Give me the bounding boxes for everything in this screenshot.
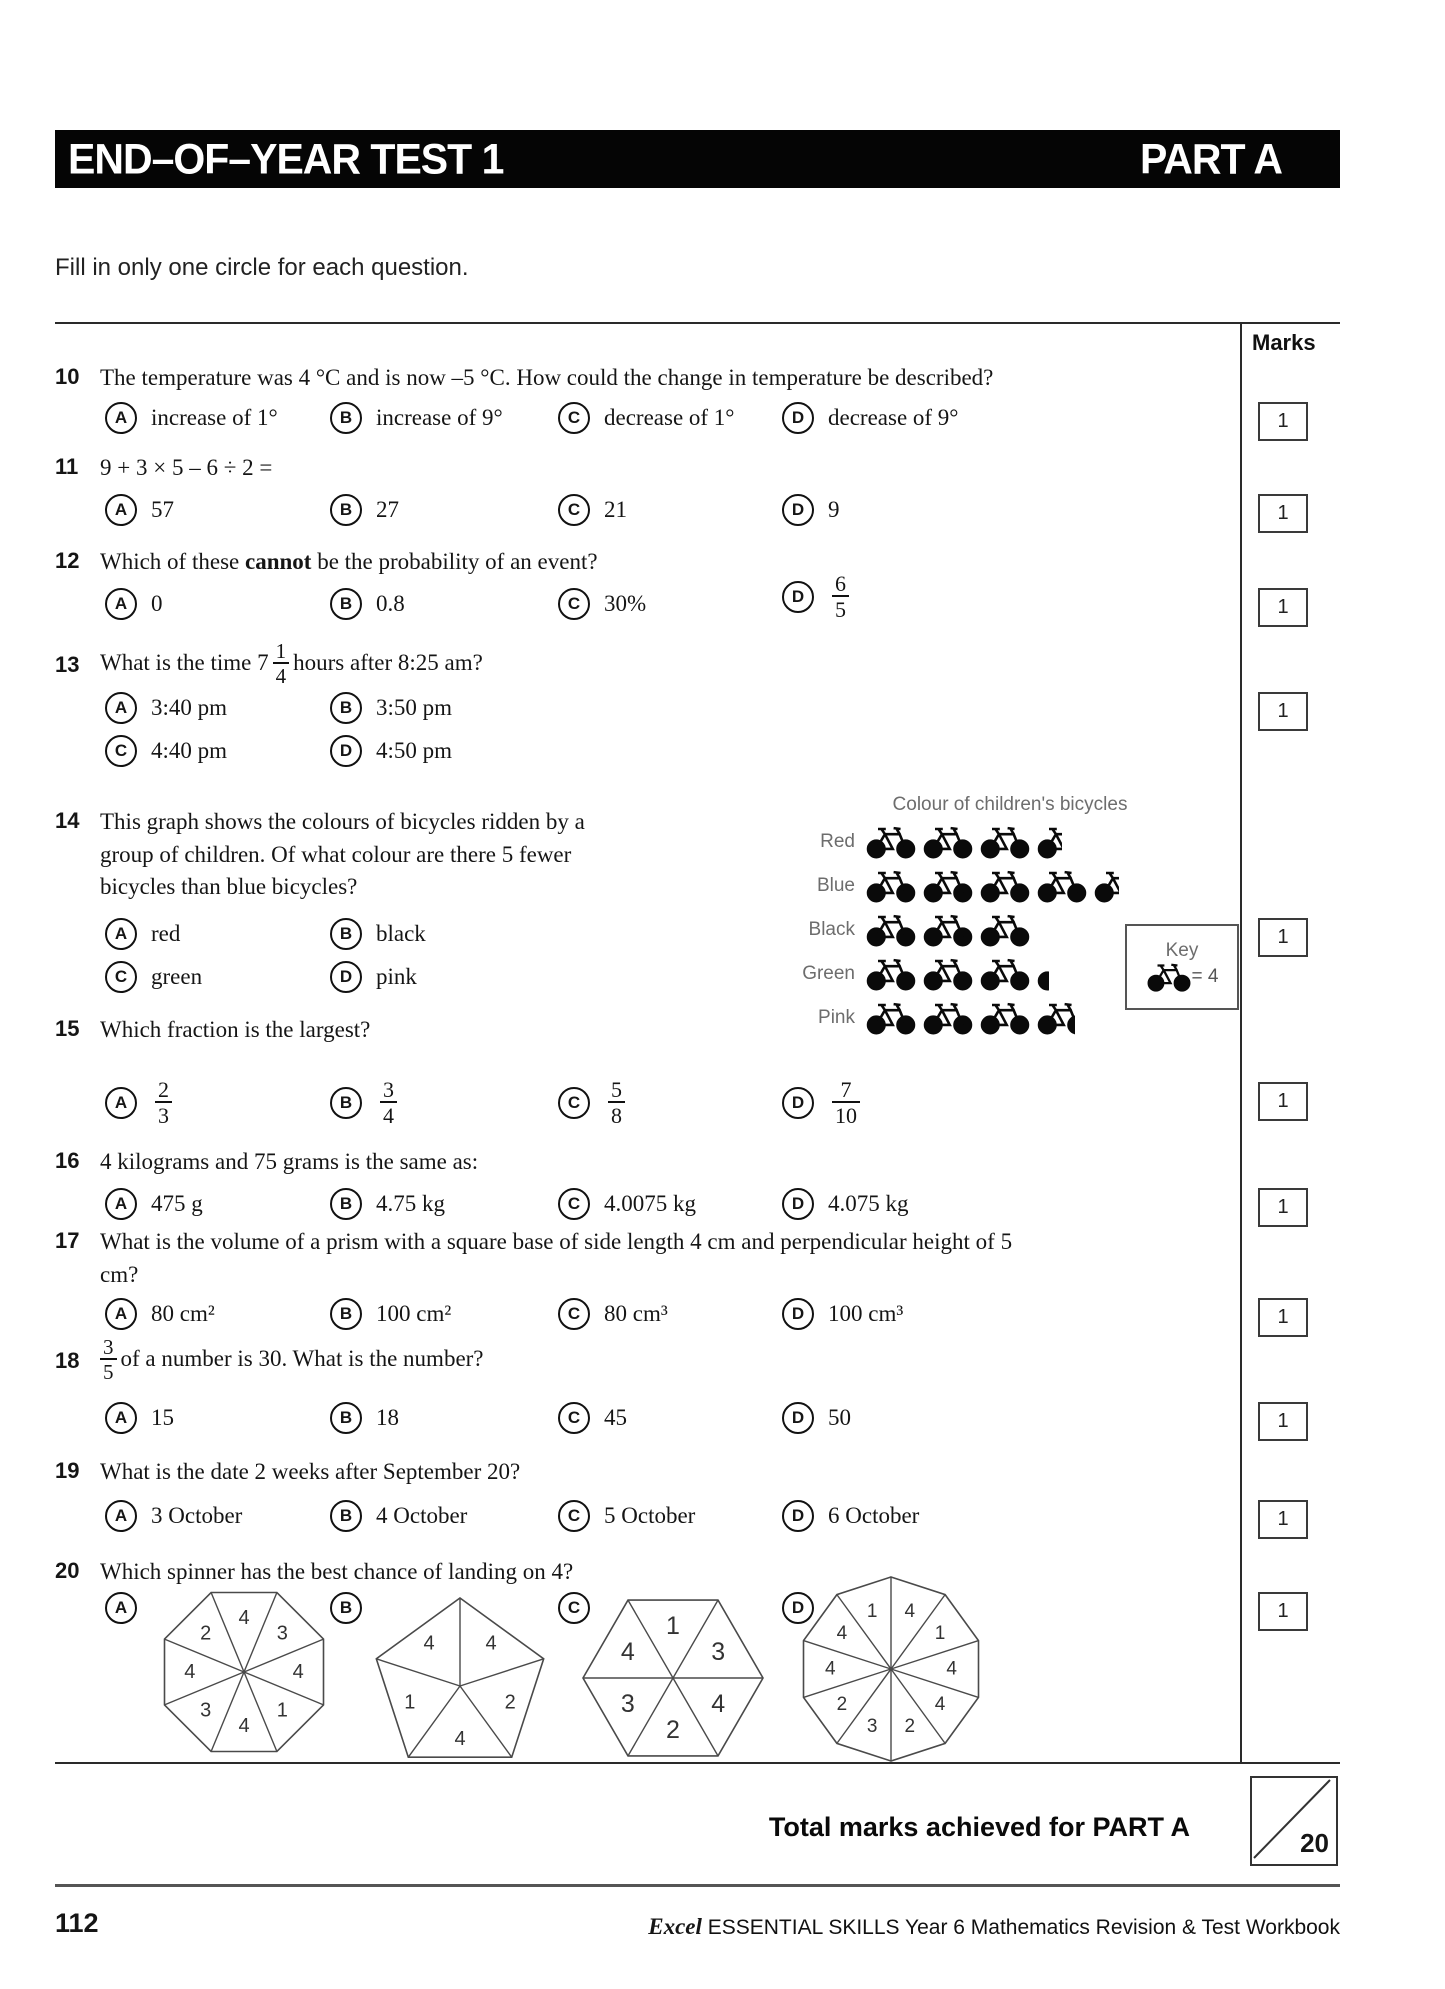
question-number: 12 xyxy=(55,548,80,573)
option-text: 100 cm² xyxy=(376,1301,452,1326)
q15-option-d[interactable] xyxy=(782,1078,864,1127)
question-16 xyxy=(55,1146,1215,1179)
option-circle-b[interactable]: B xyxy=(330,494,362,526)
fraction: $\frac{5}{8}$ xyxy=(608,1078,625,1127)
question-text: Which fraction is the largest? xyxy=(100,1017,371,1042)
option-text: 21 xyxy=(604,497,627,522)
option-text: 4:50 pm xyxy=(376,738,453,763)
fraction: $\frac{3}{5}$ xyxy=(100,1336,117,1383)
option-circle-d[interactable]: D xyxy=(782,1298,814,1330)
row-label: Green xyxy=(802,963,855,984)
marks-box-q20[interactable]: 1 xyxy=(1258,1592,1308,1631)
q19-option-a[interactable] xyxy=(105,1500,242,1532)
option-circle-d[interactable]: D xyxy=(330,961,362,993)
question-number: 13 xyxy=(55,651,80,677)
option-circle-b[interactable]: B xyxy=(330,1500,362,1532)
option-text: 100 cm³ xyxy=(828,1301,904,1326)
q16-option-d[interactable] xyxy=(782,1188,909,1220)
spinner-hexagon xyxy=(580,1598,766,1763)
total-divider xyxy=(55,1762,1340,1764)
svg-text:2: 2 xyxy=(504,1691,516,1714)
question-text: Which of these cannot be the probability of an event? xyxy=(100,549,598,574)
svg-text:2: 2 xyxy=(836,1694,848,1716)
fraction: $\frac{2}{3}$ xyxy=(155,1078,172,1127)
pictograph-key xyxy=(1125,924,1239,1010)
q18-option-a[interactable] xyxy=(105,1402,174,1434)
option-circle-a[interactable]: A xyxy=(105,494,137,526)
option-text: decrease of 9° xyxy=(828,405,959,430)
question-text: $\frac{3}{5}$ of a number is 30. What is the number? xyxy=(100,1336,484,1383)
question-number: 10 xyxy=(55,364,80,389)
option-circle-b[interactable]: B xyxy=(330,918,362,950)
svg-text:2: 2 xyxy=(200,1622,212,1645)
marks-box-q14[interactable]: 1 xyxy=(1258,918,1308,957)
bicycle-icons xyxy=(865,1000,1080,1036)
option-circle-b[interactable]: B xyxy=(330,1188,362,1220)
question-text: What is the volume of a prism with a square base of side length 4 cm and perpendicular height of 5 cm? xyxy=(100,1229,1013,1287)
option-circle-a[interactable]: A xyxy=(105,918,137,950)
q15-option-a[interactable] xyxy=(105,1078,176,1127)
option-circle-b[interactable]: B xyxy=(330,588,362,620)
pictograph-row-green xyxy=(740,954,1054,994)
option-circle-d[interactable]: D xyxy=(782,494,814,526)
option-text: black xyxy=(376,921,426,946)
marks-box-q16[interactable]: 1 xyxy=(1258,1188,1308,1227)
option-circle-c[interactable]: C xyxy=(558,1298,590,1330)
option-circle-b[interactable]: B xyxy=(330,1087,362,1119)
option-text: 9 xyxy=(828,497,840,522)
total-marks-box[interactable] xyxy=(1250,1776,1338,1866)
q18-option-b[interactable] xyxy=(330,1402,399,1434)
q13-option-a[interactable] xyxy=(105,692,227,724)
svg-text:4: 4 xyxy=(238,1715,250,1738)
svg-text:2: 2 xyxy=(666,1716,680,1745)
option-text: 3:40 pm xyxy=(151,695,228,720)
question-number: 16 xyxy=(55,1148,80,1173)
question-text: 4 kilograms and 75 grams is the same as: xyxy=(100,1149,479,1174)
q12-option-c[interactable] xyxy=(558,588,646,620)
bicycle-icons xyxy=(865,912,1036,948)
total-marks-label: Total marks achieved for PART A xyxy=(768,1812,1190,1842)
question-18 xyxy=(55,1336,1215,1383)
svg-text:4: 4 xyxy=(184,1661,196,1683)
option-text: increase of 1° xyxy=(151,405,278,430)
bicycle-icons xyxy=(865,868,1124,904)
option-text: 80 cm² xyxy=(151,1301,215,1326)
option-text: 4.75 kg xyxy=(376,1191,445,1216)
q18-option-d[interactable] xyxy=(782,1402,851,1434)
marks-box-q11[interactable]: 1 xyxy=(1258,494,1308,533)
option-text: 475 g xyxy=(151,1191,203,1216)
part-label: PART A xyxy=(1139,134,1282,183)
q15-option-c[interactable] xyxy=(558,1078,629,1127)
q19-option-b[interactable] xyxy=(330,1500,467,1532)
q17-option-d[interactable] xyxy=(782,1298,903,1330)
q13-option-b[interactable] xyxy=(330,692,452,724)
total-marks-value: 20 xyxy=(1300,1828,1329,1858)
row-label: Pink xyxy=(818,1007,855,1028)
svg-text:2: 2 xyxy=(904,1716,916,1738)
question-10 xyxy=(55,362,1215,395)
question-13 xyxy=(55,640,1215,687)
svg-text:1: 1 xyxy=(934,1622,946,1644)
question-text: The temperature was 4 °C and is now –5 °C. How could the change in temperature be described? xyxy=(100,365,994,390)
option-circle-c[interactable]: C xyxy=(558,1087,590,1119)
marks-box-q13[interactable]: 1 xyxy=(1258,692,1308,731)
question-11 xyxy=(55,452,1215,485)
q10-option-c[interactable] xyxy=(558,402,735,434)
q11-option-c[interactable] xyxy=(558,494,627,526)
question-text: What is the date 2 weeks after September 20? xyxy=(100,1459,521,1484)
option-text: pink xyxy=(376,964,417,989)
question-14 xyxy=(55,806,655,904)
row-label: Black xyxy=(808,919,855,940)
option-circle-b[interactable]: B xyxy=(330,692,362,724)
footer-text xyxy=(600,1914,1340,1940)
question-text: What is the time 7 $\frac{1}{4}$ hours after 8:25 am? xyxy=(100,639,483,689)
option-circle-d[interactable]: D xyxy=(782,581,814,613)
option-circle-d[interactable]: D xyxy=(782,1592,814,1624)
svg-text:3: 3 xyxy=(620,1690,635,1719)
key-label: Key xyxy=(1165,939,1199,961)
question-number: 17 xyxy=(55,1228,80,1253)
q17-option-a[interactable] xyxy=(105,1298,215,1330)
marks-box-q15[interactable]: 1 xyxy=(1258,1082,1308,1121)
bicycle-icons xyxy=(865,956,1054,992)
fraction: $\frac{7}{10}$ xyxy=(832,1078,860,1127)
option-text: 4 October xyxy=(376,1503,468,1528)
option-circle-d[interactable]: D xyxy=(782,402,814,434)
svg-text:4: 4 xyxy=(292,1661,304,1683)
q10-option-a[interactable] xyxy=(105,402,278,434)
option-circle-a[interactable]: A xyxy=(105,692,137,724)
q10-option-d[interactable] xyxy=(782,402,959,434)
option-circle-c[interactable]: C xyxy=(105,735,137,767)
option-circle-d[interactable]: D xyxy=(782,1402,814,1434)
key-value: = 4 xyxy=(1191,966,1219,988)
q14-option-a[interactable] xyxy=(105,918,180,950)
option-circle-b[interactable]: B xyxy=(330,1402,362,1434)
option-text: 57 xyxy=(151,497,174,522)
brand-tagline: ESSENTIAL SKILLS Year 6 Mathematics Revision & Test Workbook xyxy=(701,1916,1340,1939)
option-text: 6 October xyxy=(828,1503,920,1528)
q11-option-a[interactable] xyxy=(105,494,174,526)
q11-option-b[interactable] xyxy=(330,494,399,526)
q15-option-b[interactable] xyxy=(330,1078,401,1127)
page-title: END–OF–YEAR TEST 1 xyxy=(68,134,504,183)
svg-text:4: 4 xyxy=(934,1694,946,1716)
option-circle-c[interactable]: C xyxy=(558,1402,590,1434)
option-circle-c[interactable]: C xyxy=(558,494,590,526)
q19-option-d[interactable] xyxy=(782,1500,919,1532)
option-circle-c[interactable]: C xyxy=(558,402,590,434)
question-17 xyxy=(55,1226,1085,1291)
svg-text:4: 4 xyxy=(485,1632,497,1655)
q14-option-c[interactable] xyxy=(105,961,202,993)
svg-text:4: 4 xyxy=(238,1606,250,1629)
q16-option-b[interactable] xyxy=(330,1188,445,1220)
option-circle-c[interactable]: C xyxy=(558,1188,590,1220)
option-circle-d[interactable]: D xyxy=(782,1087,814,1119)
option-circle-b[interactable]: B xyxy=(330,1298,362,1330)
question-text: This graph shows the colours of bicycles ridden by a group of children. Of what colour are there 5 fewer bicycles than blue bicycles? xyxy=(100,809,585,900)
instruction-text: Fill in only one circle for each question. xyxy=(55,254,469,281)
q17-option-c[interactable] xyxy=(558,1298,668,1330)
svg-text:3: 3 xyxy=(866,1716,878,1738)
option-text: 3:50 pm xyxy=(376,695,453,720)
svg-text:3: 3 xyxy=(711,1637,726,1666)
svg-text:4: 4 xyxy=(946,1658,957,1680)
brand-name: Excel xyxy=(648,1914,702,1939)
option-text: 80 cm³ xyxy=(604,1301,668,1326)
q12-option-d[interactable] xyxy=(782,572,853,621)
option-text: 4.075 kg xyxy=(828,1191,909,1216)
bicycle-icons xyxy=(865,824,1067,860)
marks-box-q12[interactable]: 1 xyxy=(1258,588,1308,627)
marks-column-divider xyxy=(1240,322,1242,1762)
bicycle-icon xyxy=(1146,961,1192,993)
option-circle-d[interactable]: D xyxy=(782,1188,814,1220)
q12-option-a[interactable] xyxy=(105,588,163,620)
q13-option-d[interactable] xyxy=(330,735,452,767)
option-circle-a[interactable]: A xyxy=(105,402,137,434)
question-text: Which spinner has the best chance of landing on 4? xyxy=(100,1559,574,1584)
question-15 xyxy=(55,1014,755,1047)
marks-header: Marks xyxy=(1252,330,1316,355)
q13-option-c[interactable] xyxy=(105,735,227,767)
option-circle-a[interactable]: A xyxy=(105,1500,137,1532)
option-text: decrease of 1° xyxy=(604,405,735,430)
question-number: 14 xyxy=(55,808,80,833)
option-circle-a[interactable]: A xyxy=(105,1592,137,1624)
svg-text:1: 1 xyxy=(276,1699,288,1722)
option-circle-a[interactable]: A xyxy=(105,588,137,620)
marks-box-q10[interactable]: 1 xyxy=(1258,402,1308,441)
pictograph-title: Colour of children's bicycles xyxy=(892,794,1128,815)
marks-box-q18[interactable]: 1 xyxy=(1258,1402,1308,1441)
question-number: 18 xyxy=(55,1347,80,1373)
top-divider xyxy=(55,322,1340,324)
option-circle-a[interactable]: A xyxy=(105,1188,137,1220)
option-circle-c[interactable]: C xyxy=(105,961,137,993)
option-circle-b[interactable]: B xyxy=(330,402,362,434)
q20-option-a[interactable] xyxy=(105,1592,151,1624)
option-text: 4.0075 kg xyxy=(604,1191,696,1216)
footer-divider xyxy=(55,1884,1340,1887)
q18-option-c[interactable] xyxy=(558,1402,627,1434)
option-text: red xyxy=(151,921,181,946)
spinner-pentagon xyxy=(368,1590,552,1769)
svg-text:1: 1 xyxy=(404,1691,416,1714)
option-text: 3 October xyxy=(151,1503,243,1528)
svg-text:4: 4 xyxy=(454,1727,466,1750)
spinner-decagon xyxy=(798,1576,984,1767)
fraction: $\frac{1}{4}$ xyxy=(273,640,290,687)
q16-option-a[interactable] xyxy=(105,1188,203,1220)
option-text: increase of 9° xyxy=(376,405,503,430)
header-bar xyxy=(55,130,1340,188)
option-text: 50 xyxy=(828,1405,851,1430)
svg-text:4: 4 xyxy=(825,1658,836,1680)
q19-option-c[interactable] xyxy=(558,1500,695,1532)
option-circle-b[interactable]: B xyxy=(330,1592,362,1624)
svg-text:3: 3 xyxy=(200,1699,212,1722)
q16-option-c[interactable] xyxy=(558,1188,696,1220)
option-text: 15 xyxy=(151,1405,174,1430)
option-text: 5 October xyxy=(604,1503,696,1528)
row-label: Blue xyxy=(816,875,855,896)
q11-option-d[interactable] xyxy=(782,494,840,526)
row-label: Red xyxy=(820,831,855,852)
svg-text:4: 4 xyxy=(711,1690,726,1719)
option-text: green xyxy=(151,964,203,989)
question-number: 19 xyxy=(55,1458,80,1483)
spinner-octagon xyxy=(152,1582,336,1769)
svg-text:4: 4 xyxy=(836,1622,848,1644)
option-circle-d[interactable]: D xyxy=(330,735,362,767)
option-text: 4:40 pm xyxy=(151,738,228,763)
pictograph-row-red xyxy=(740,822,1067,862)
option-text: 27 xyxy=(376,497,399,522)
svg-text:4: 4 xyxy=(620,1637,635,1666)
q14-option-b[interactable] xyxy=(330,918,426,950)
option-circle-c[interactable]: C xyxy=(558,1592,590,1624)
option-text: 18 xyxy=(376,1405,399,1430)
option-text: 45 xyxy=(604,1405,627,1430)
q10-option-b[interactable] xyxy=(330,402,503,434)
option-circle-c[interactable]: C xyxy=(558,588,590,620)
q14-option-d[interactable] xyxy=(330,961,417,993)
marks-box-q17[interactable]: 1 xyxy=(1258,1298,1308,1337)
svg-text:3: 3 xyxy=(276,1622,288,1645)
option-circle-a[interactable]: A xyxy=(105,1087,137,1119)
question-number: 11 xyxy=(55,454,79,479)
question-12 xyxy=(55,546,1215,579)
q12-option-b[interactable] xyxy=(330,588,405,620)
option-circle-a[interactable]: A xyxy=(105,1402,137,1434)
svg-text:1: 1 xyxy=(866,1600,878,1622)
option-circle-a[interactable]: A xyxy=(105,1298,137,1330)
pictograph-row-pink xyxy=(740,998,1080,1038)
pictograph-row-blue xyxy=(740,866,1124,906)
option-text: 30% xyxy=(604,591,647,616)
question-number: 15 xyxy=(55,1016,80,1041)
question-19 xyxy=(55,1456,1215,1489)
option-text: 0 xyxy=(151,591,163,616)
page-number: 112 xyxy=(55,1908,99,1938)
q17-option-b[interactable] xyxy=(330,1298,451,1330)
marks-box-q19[interactable]: 1 xyxy=(1258,1500,1308,1539)
pictograph-row-black xyxy=(740,910,1036,950)
option-text: 0.8 xyxy=(376,591,405,616)
svg-text:4: 4 xyxy=(423,1632,435,1655)
option-circle-d[interactable]: D xyxy=(782,1500,814,1532)
svg-text:1: 1 xyxy=(666,1611,680,1640)
question-number: 20 xyxy=(55,1558,80,1583)
question-text: 9 + 3 × 5 – 6 ÷ 2 = xyxy=(100,455,273,480)
fraction: $\frac{3}{4}$ xyxy=(380,1078,397,1127)
option-circle-c[interactable]: C xyxy=(558,1500,590,1532)
fraction: $\frac{6}{5}$ xyxy=(832,572,849,621)
svg-text:4: 4 xyxy=(904,1600,916,1622)
